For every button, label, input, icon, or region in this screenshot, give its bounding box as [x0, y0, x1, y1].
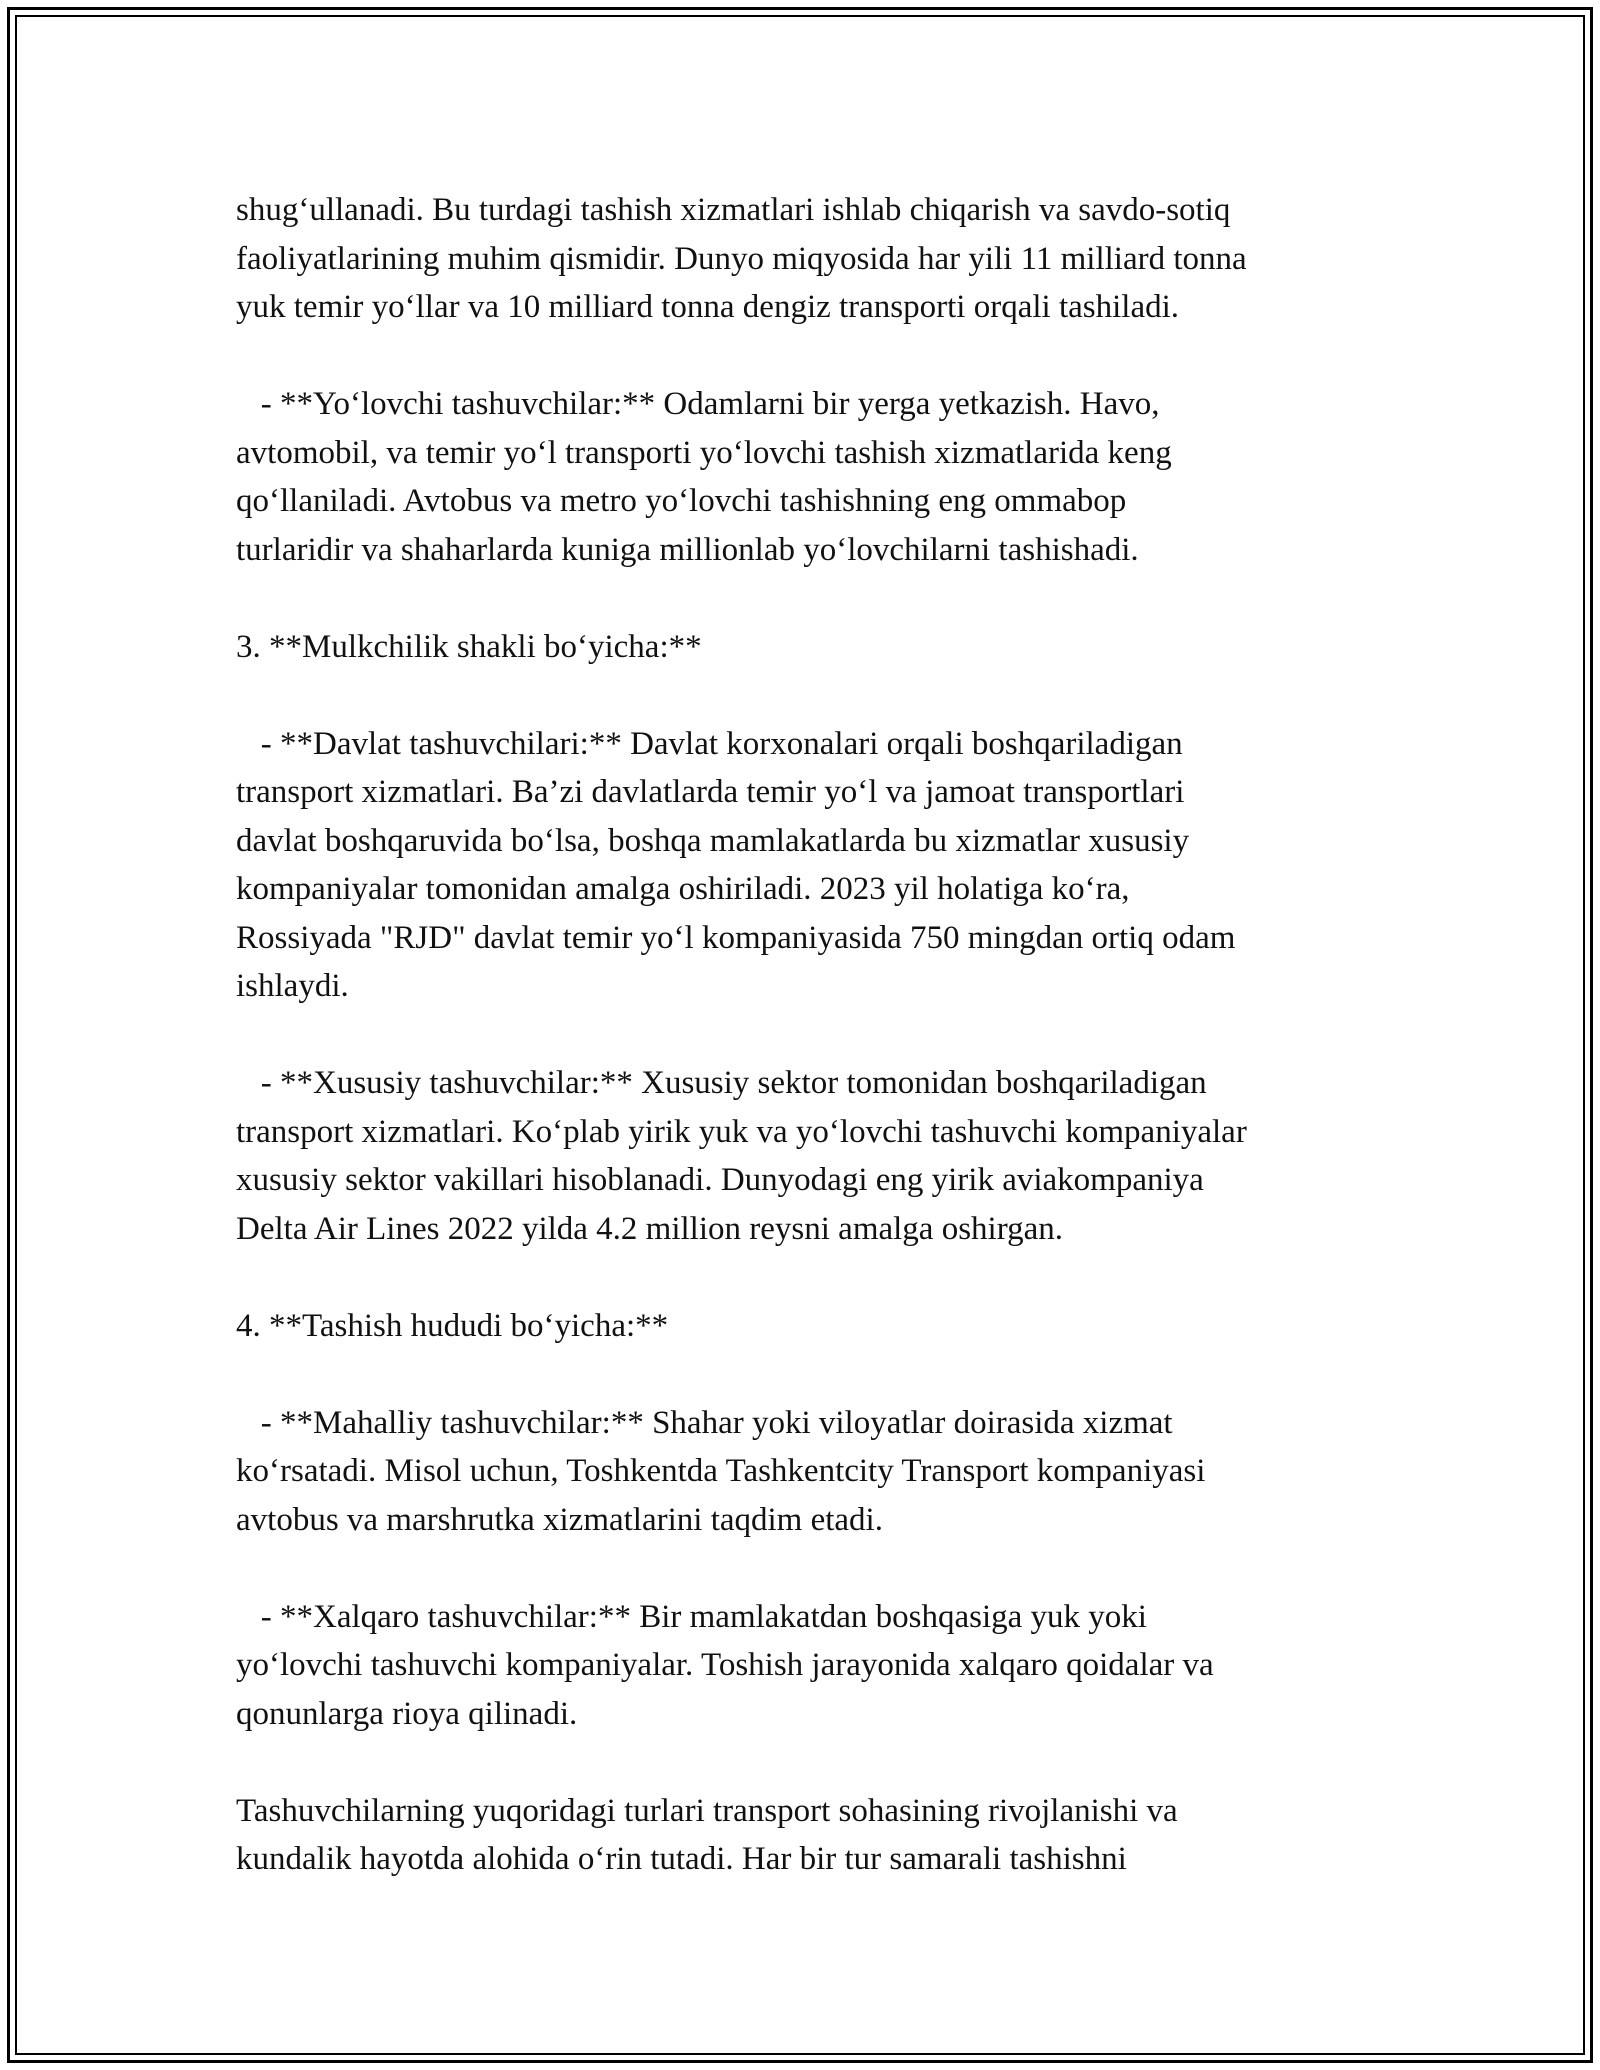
paragraph-gap: [236, 1011, 1396, 1060]
text-line: - **Mahalliy tashuvchilar:** Shahar yoki viloyatlar doirasida xizmat: [236, 1404, 1173, 1441]
document-body: [236, 186, 1396, 1884]
text-line: transport xizmatlari. Ko‘plab yirik yuk va yo‘lovchi tashuvchi kompaniyalar: [236, 1113, 1247, 1150]
paragraph-gap: [236, 332, 1396, 381]
paragraph: [236, 623, 1396, 672]
paragraph: [236, 720, 1396, 1011]
text-line: ishlaydi.: [236, 968, 349, 1004]
paragraph-gap: [236, 1350, 1396, 1399]
paragraph: [236, 380, 1396, 574]
text-line: Rossiyada "RJD" davlat temir yo‘l kompaniyasida 750 mingdan ortiq odam: [236, 919, 1236, 956]
text-line: kundalik hayotda alohida o‘rin tutadi. Har bir tur samarali tashishni: [236, 1841, 1127, 1877]
paragraph: [236, 1593, 1396, 1739]
text-line: faoliyatlarining muhim qismidir. Dunyo miqyosida har yili 11 milliard tonna: [236, 240, 1247, 277]
text-line: xususiy sektor vakillari hisoblanadi. Dunyodagi eng yirik aviakompaniya: [236, 1162, 1204, 1198]
text-line: - **Yo‘lovchi tashuvchilar:** Odamlarni bir yerga yetkazish. Havo,: [236, 386, 1160, 422]
text-line: qonunlarga rioya qilinadi.: [236, 1695, 578, 1732]
paragraph-gap: [236, 1738, 1396, 1787]
text-line: turlaridir va shaharlarda kuniga millionlab yo‘lovchilarni tashishadi.: [236, 531, 1139, 568]
paragraph-gap: [236, 1253, 1396, 1302]
text-line: Delta Air Lines 2022 yilda 4.2 million reysni amalga oshirgan.: [236, 1210, 1063, 1247]
paragraph: [236, 1399, 1396, 1545]
text-line: transport xizmatlari. Ba’zi davlatlarda temir yo‘l va jamoat transportlari: [236, 774, 1185, 810]
text-line: 3. **Mulkchilik shakli bo‘yicha:**: [236, 628, 702, 665]
text-line: avtomobil, va temir yo‘l transporti yo‘lovchi tashish xizmatlarida keng: [236, 434, 1172, 471]
paragraph: [236, 186, 1396, 332]
text-line: kompaniyalar tomonidan amalga oshiriladi. 2023 yil holatiga ko‘ra,: [236, 871, 1130, 907]
text-line: - **Davlat tashuvchilari:** Davlat korxonalari orqali boshqariladigan: [236, 725, 1183, 762]
text-line: ko‘rsatadi. Misol uchun, Toshkentda Tashkentcity Transport kompaniyasi: [236, 1453, 1206, 1489]
text-line: - **Xususiy tashuvchilar:** Xususiy sektor tomonidan boshqariladigan: [236, 1065, 1207, 1101]
text-line: yo‘lovchi tashuvchi kompaniyalar. Toshish jarayonida xalqaro qoidalar va: [236, 1647, 1214, 1683]
text-line: shug‘ullanadi. Bu turdagi tashish xizmatlari ishlab chiqarish va savdo-sotiq: [236, 192, 1231, 228]
text-line: qo‘llaniladi. Avtobus va metro yo‘lovchi tashishning eng ommabop: [236, 483, 1127, 519]
text-line: - **Xalqaro tashuvchilar:** Bir mamlakatdan boshqasiga yuk yoki: [236, 1598, 1147, 1635]
text-line: avtobus va marshrutka xizmatlarini taqdim etadi.: [236, 1501, 883, 1538]
paragraph: [236, 1302, 1396, 1351]
text-line: 4. **Tashish hududi bo‘yicha:**: [236, 1307, 669, 1344]
paragraph: [236, 1787, 1396, 1884]
paragraph-gap: [236, 1544, 1396, 1593]
text-line: yuk temir yo‘llar va 10 milliard tonna dengiz transporti orqali tashiladi.: [236, 289, 1180, 325]
paragraph-gap: [236, 671, 1396, 720]
text-line: Tashuvchilarning yuqoridagi turlari transport sohasining rivojlanishi va: [236, 1792, 1178, 1829]
text-line: davlat boshqaruvida bo‘lsa, boshqa mamlakatlarda bu xizmatlar xususiy: [236, 822, 1190, 859]
paragraph: [236, 1059, 1396, 1253]
paragraph-gap: [236, 574, 1396, 623]
